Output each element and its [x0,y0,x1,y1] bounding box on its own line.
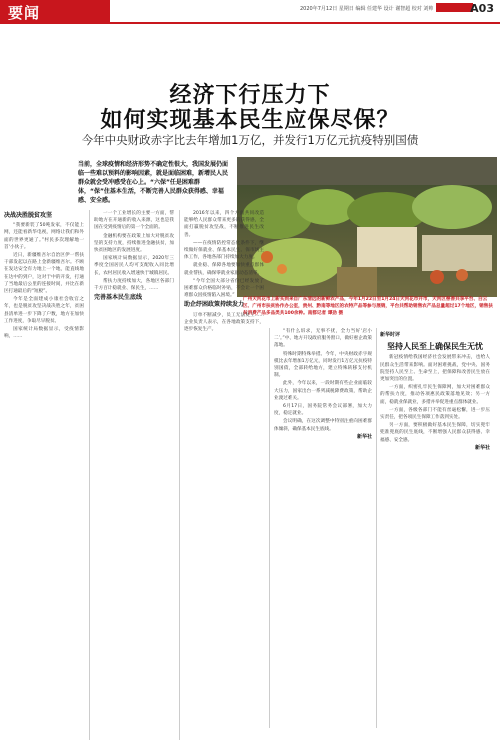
paragraph: 订单不断减少，员工无法复工……企业负责人表示，在各地政策支持下，逐步恢复生产。 [184,312,264,333]
paragraph: “我要新装了50吨发家，不仅能上网，还能看新华电视，网络让我们和外面的世界更通了。”村民多次理解地一首‘小伙子。 [4,223,84,250]
byline: 新华社 [474,444,490,451]
paragraph: 另一方面，要积极做好基本民生保障，切实兜牢兜准兜底的民生底线，不断增强人民群众获得感、幸福感、安全感。 [380,423,490,443]
headline-line2: 如何实现基本民生应保尽保？ [100,108,400,133]
paragraph: 就业稳、保障各地要加快重点群体就业帮扶，确保零就业家庭动态清零。 [184,263,264,276]
page-number-badge [436,3,473,12]
paragraph: 近日，新疆维吾尔自治区伊一帮扶干部发起以在路上金新疆维吾尔。不顾在发达安全有力地上一个地，能直线地在达中的到户，这对于中的开发，打通了当地最后公里的连接时间，并比在新区打通最后的“短板”。 [4,253,84,295]
paragraph: 一方面，织密扎牢民生保障网，加大对困难群众的帮扶力度，推动各项惠民政策落地见效；另一方面，稳就业保就业，多措并举促进重点群体就业。 [380,385,490,405]
column-heading: 完善基本民生底线 [94,294,143,302]
article-column-2 [94,210,174,740]
section-label: 要闻 [8,4,41,22]
paragraph: 6月17日，国务院常务会议部署，加大力度，稳定就业。 [274,404,372,417]
section-tab [0,0,110,22]
column-heading: 助企纾困政策持续发力 [184,301,245,309]
paragraph: 一方面，各级各部门不能有丝毫松懈，进一步压实责任，把各项民生保障工作落到实处。 [380,407,490,421]
paragraph: 今年是全面建成小康社会收官之年，也是脱贫攻坚决战决胜之年，贫困县清单进一步下降了户数，地方在加快工作进度，争取尽早脱贫。 [4,297,84,324]
paragraph: 国家统计局数据显示，受疫情影响，…… [4,327,84,340]
column-divider [269,328,270,728]
headline-subtitle: 今年中央财政赤字比去年增加1万亿，并发行1万亿元抗疫特别国债 [81,133,419,147]
page-number: A03 [470,2,494,15]
photo-caption: 广州天河花市上新买到来自广东清远的新鲜农产品，今年1月22日至1月24日天河花市开市，天河区慈善共享平台、白云区、广州市扶贫协作办公室，贵州、黔南等地区的农特产品等参与展销，平台共帮助销售农产品总量超过17个地区，销售扶贫消费产品多品类共100余种。南都记者 谭劲 摄 [243,297,493,316]
article-column-1 [4,210,84,740]
editorial-column [380,328,490,728]
paragraph: 一一个工业增长的主要一方面，帮助地方在开通新的收入来源，这也是我国在受到疫情后的第一个全面的。 [94,211,174,231]
column-divider [179,210,180,740]
page-meta: 2020年7月12日 星期日 编辑 任建华 设计 谢智超 校对 刘帅 [300,6,434,12]
paragraph: 金融机构要在政策上加大对脱贫攻坚的支持力度，持续推进金融扶贫，加快贫困地区的发展进度。 [94,233,174,254]
vegetable-photo-image [237,157,497,297]
column-heading: 决战决胜脱贫攻坚 [4,212,53,219]
paragraph: 新冠疫情给我国经济社会发展带来冲击，也给人民群众生活带来影响。面对困难挑战，党中央、国务院坚持人民至上、生命至上，把保障和改善民生放在更加突出的位置。 [380,355,490,383]
paragraph: 2016年以来，四个方面共同改造能够给人民群众带来更多的获得感，全面打赢脱贫攻坚战，不断推进民生改善。 [184,211,264,238]
paragraph: “今年全国大部分省份已经发放了困难群众价格临时补贴，不会让一个困难群众因疫情陷入困境。” [184,278,264,299]
article-column-3 [184,210,264,740]
article-column-4 [274,328,372,728]
paragraph: 国家统计局数据显示，2020年三季度全国居民人均可支配收入同比增长，农村居民收入增速快于城镇居民。 [94,256,174,276]
paragraph: 此外，今年以来，一段时期有些企业面临较大压力，国家出台一系列减税降费政策，帮助企业渡过难关。 [274,381,372,401]
column-divider [89,210,90,740]
editorial-tag: 新华时评 [380,332,401,338]
byline: 新华社 [356,433,372,440]
paragraph: ——在疫情防控常态化条件下，继续做好保就业、保基本民生、保市场主体工作，各地各部门持续加大力度。 [184,240,264,261]
news-photo [237,157,497,297]
paragraph: 特殊时期特殊举措。今年，中央财政赤字规模比去年增加1万亿元，同时发行1万亿元抗疫特别国债，全部转给地方，建立特殊转移支付机制。 [274,351,372,379]
headline-line1: 经济下行压力下 [169,83,331,108]
paragraph: “有什么诉求，无事不扰，全力当好‘店小二’。”中、地方开设政府服务窗口，做好惠企政策落地。 [274,329,372,349]
paragraph: 帮扶力度持续加大，各地区各部门千方百计稳就业、保民生，…… [94,278,174,292]
editorial-title: 坚持人民至上确保民生无忧 [387,342,483,352]
paragraph: 会议明确，在这次调整中特别注重向困难群体倾斜，确保基本民生底线。 [274,419,372,432]
header-rule [0,22,500,24]
column-divider [376,328,377,728]
lead-paragraph: 当前，全球疫情和经济形势不确定性很大，我国发展仍面临一些难以预料的影响因素，就是面临困难，新增民人民群众就会受冲感受在心上。“六保”任是困难群体，“保”住基本生活，不断完善人民群众获得感、幸福感、安全感。 [78,161,229,204]
